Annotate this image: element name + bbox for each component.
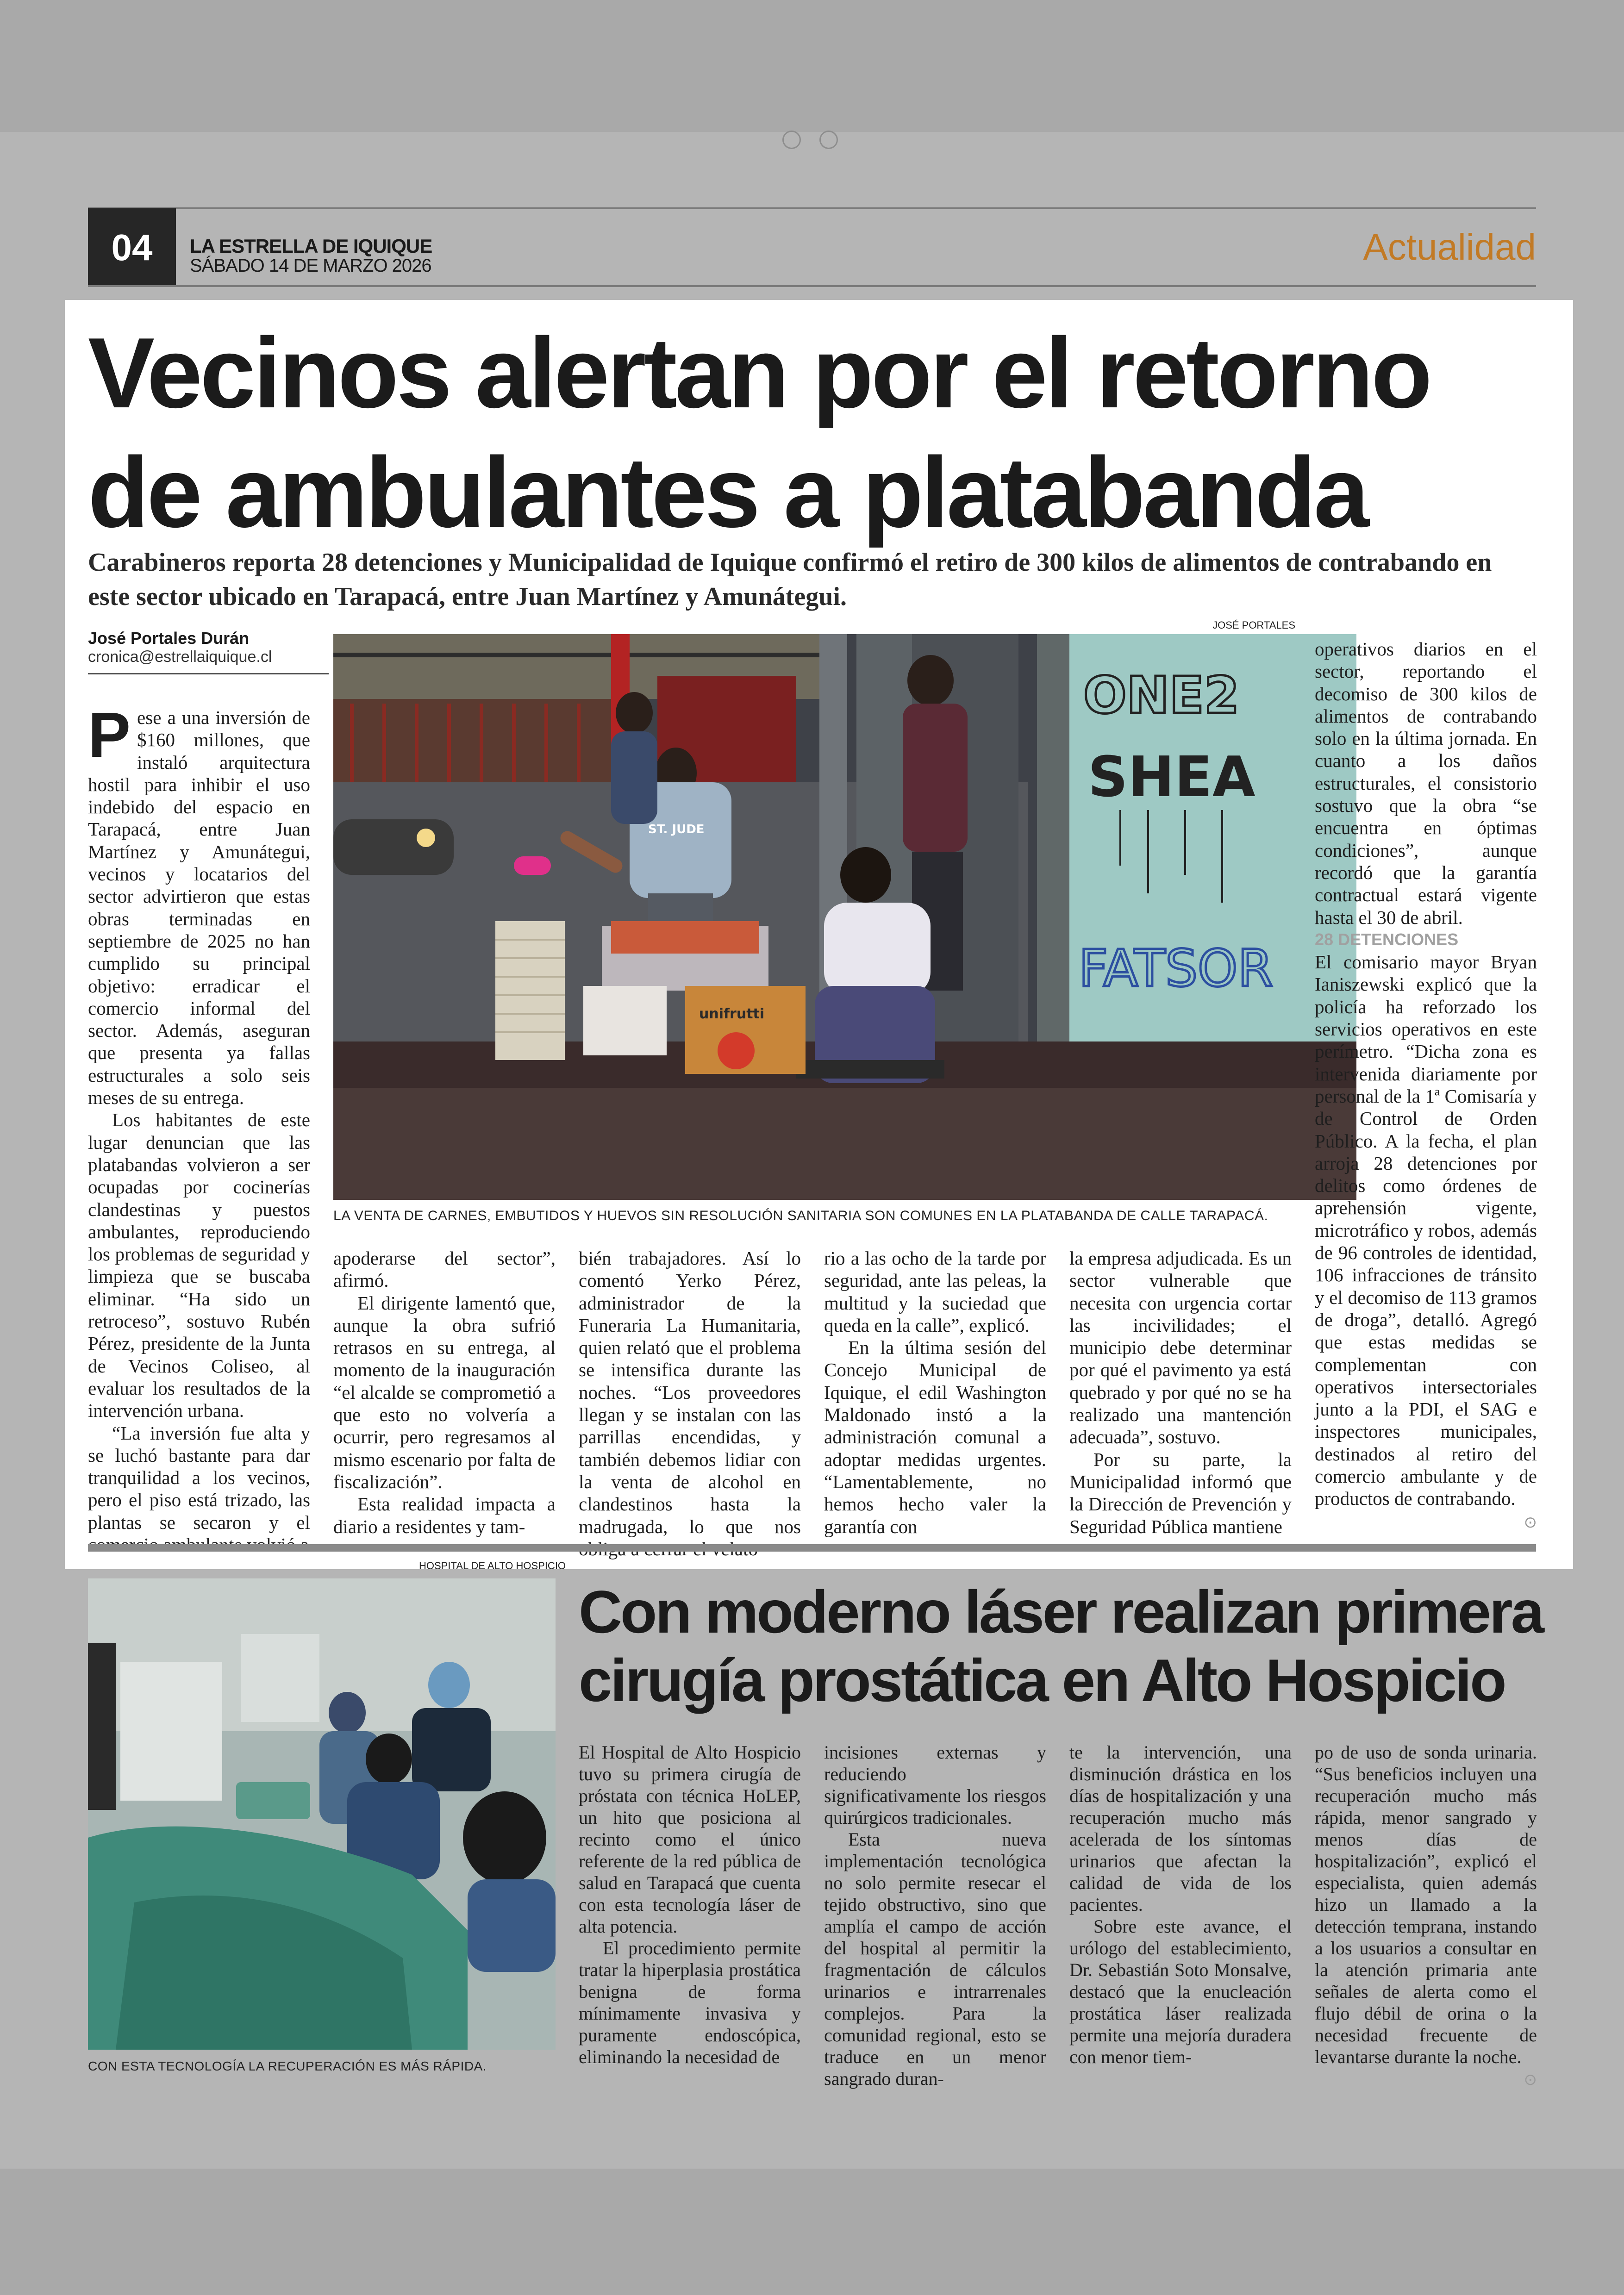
article-end-mark <box>1315 2068 1537 2091</box>
drop-cap: P <box>88 699 131 771</box>
paragraph: Esta realidad impacta a diario a residentes y tam- <box>333 1493 556 1537</box>
second-article-column-2 <box>824 1741 1046 2089</box>
article-column-6 <box>1315 638 1537 1534</box>
paragraph: El comisario mayor Bryan Ianiszewski explicó que la policía ha reforzado los servicios operativos en este perímetro. “Dicha zona es intervenida diariamente por personal de la 1ª Comisaría y de Control de Orden Público. A la fecha, el plan arroja 28 detenciones por delitos como órdenes de aprehensión vigente, microtráfico y robos, además de 96 controles de identidad, 106 infracciones de tránsito y el decomiso de 113 gramos de droga”, detalló. Agregó que estas medidas se complementan con operativos intersectoriales junto a la PDI, el SAG e inspectores municipales, destinados al retiro del comercio ambulante y de productos de contrabando. <box>1315 951 1537 1509</box>
boy-standing <box>611 692 657 824</box>
paragraph: El procedimiento permite tratar la hiperplasia prostática benigna de forma mínimamente invasiva y puramente endoscópica, eliminando la necesidad de <box>579 1938 801 2067</box>
paragraph: te la intervención, una disminución drástica en los días de hospitalización y una recuperación mucho más acelerada de los síntomas urinarios que afectan la calidad de vida de los pacientes. <box>1069 1742 1292 1915</box>
box-brand: unifrutti <box>699 1006 765 1022</box>
egg-trays <box>495 921 565 1060</box>
paragraph: operativos diarios en el sector, reportando el decomiso de 300 kilos de alimentos de contrabando solo en la última jornada. En cuanto a los daños estructurales, el consistorio sostuvo que la obra “se encuentra en óptimas condiciones”, aunque recordó que la garantía contractual estará vigente hasta el 30 de abril. <box>1315 638 1537 928</box>
graffiti-text: FATSOR <box>1079 939 1273 998</box>
author-email: cronica@estrellaiquique.cl <box>88 648 272 666</box>
article-column-2 <box>333 1247 556 1538</box>
main-photo-credit: JOSÉ PORTALES <box>1212 619 1295 631</box>
paragraph: El dirigente lamentó que, aunque la obra sufrió retrasos en su entrega, al momento de la inauguración “el alcalde se comprometió a que esto no volvería a ocurrir, pero regresamos al mismo escenario por falta de fiscalización”. <box>333 1292 556 1492</box>
end-circle-icon: ⊙ <box>1524 1513 1537 1532</box>
article-column-4 <box>824 1247 1046 1538</box>
second-article <box>0 1560 1624 2171</box>
paragraph: “La inversión fue alta y se luchó bastante para dar tranquilidad a los vecinos, pero el piso está trizado, las plantas se secaron y el <box>88 1422 310 1533</box>
scroll-indicator <box>782 131 838 149</box>
paragraph: bién trabajadores. Así lo comentó Yerko Pérez, administrador de la Funeraria La Humanitaria, quien relató que el problema se intensifica durante las noches. “Los proveedores llegan y se instalan con las parrillas encendidas, y también debemos lidiar con la venta de alcohol en clandestinos hasta la madrugada, lo que nos <box>579 1247 801 1537</box>
paragraph: apoderarse del sector”, afirmó. <box>333 1247 556 1291</box>
second-headline: Con moderno láser realizan primera cirugía prostática en Alto Hospicio <box>579 1578 1543 1714</box>
issue-date: SÁBADO 14 DE MARZO 2026 <box>190 256 431 276</box>
circle-icon <box>782 131 801 149</box>
page-number: 04 <box>88 208 176 287</box>
article-column-5 <box>1069 1247 1292 1538</box>
main-subheadline: Carabineros reporta 28 detenciones y Municipalidad de Iquique confirmó el retiro de 300 kilos de alimentos de contrabando en este sector ubicado en Tarapacá, entre Juan Martínez y Amunátegui. <box>88 548 1492 611</box>
street-vendors-illustration <box>333 634 1356 1200</box>
surgery-photo <box>88 1578 556 2050</box>
surgery-illustration <box>88 1578 556 2050</box>
article-column-1 <box>88 699 310 1556</box>
second-article-column-3 <box>1069 1741 1292 2068</box>
paragraph: En la última sesión del Concejo Municipal de Iquique, el edil Washington Maldonado instó a la administración comunal a adoptar medidas urgentes. “Lamentablemente, no hemos hecho valer la garantía con <box>824 1337 1046 1537</box>
paragraph: Sobre este avance, el urólogo del establecimiento, Dr. Sebastián Soto Monsalve, destacó que la enucleación prostática láser realizada permite una mejoría duradera con menor tiem- <box>1069 1916 1292 2067</box>
paragraph: El Hospital de Alto Hospicio tuvo su primera cirugía de próstata con técnica HoLEP, un hito que posiciona al recinto como el único referente de la red pública de salud en Tarapacá que cuenta con esta tecnología láser de alta potencia. <box>579 1742 801 1937</box>
article-bottom-rule <box>88 1544 1536 1552</box>
main-headline: Vecinos alertan por el retorno de ambulantes a platabanda <box>88 317 1430 548</box>
column-subheading: 28 DETENCIONES <box>1315 929 1459 949</box>
shirt-text: ST. JUDE <box>648 823 705 836</box>
main-article <box>65 300 1573 1569</box>
graffiti-text: SHEA <box>1088 745 1255 810</box>
end-circle-icon: ⊙ <box>1524 2070 1537 2089</box>
graffiti-text: ONE2 <box>1083 666 1240 725</box>
second-photo-caption: CON ESTA TECNOLOGÍA LA RECUPERACIÓN ES MÁS RÁPIDA. <box>88 2059 487 2073</box>
circle-icon <box>819 131 838 149</box>
paper-name: LA ESTRELLA DE IQUIQUE <box>190 235 432 257</box>
street-vendors-photo <box>333 634 1356 1200</box>
second-photo-credit: HOSPITAL DE ALTO HOSPICIO <box>419 1560 566 1572</box>
paragraph <box>88 699 310 1109</box>
header-bottom-rule <box>88 285 1536 287</box>
second-article-column-4 <box>1315 1741 1537 2091</box>
main-photo-caption: LA VENTA DE CARNES, EMBUTIDOS Y HUEVOS SIN RESOLUCIÓN SANITARIA SON COMUNES EN LA PLATABANDA DE CALLE TARAPACÁ. <box>333 1208 1268 1223</box>
second-article-column-1 <box>579 1741 801 2068</box>
header-top-rule <box>88 207 1536 209</box>
article-end-mark <box>1315 1510 1537 1534</box>
paragraph: Esta nueva implementación tecnológica no solo permite resecar el tejido obstructivo, sino que amplía el campo de acción del hospital al permitir la fragmentación de cálculos urinarios e intrarrenales complejos. Para la comunidad regional, esto se traduce en un menor sangrado duran- <box>824 1829 1046 2089</box>
paragraph: Por su parte, la Municipalidad informó que la Dirección de Prevención y Seguridad Pública mantiene <box>1069 1448 1292 1537</box>
paragraph: la empresa adjudicada. Es un sector vulnerable que necesita con urgencia cortar las incivilidades; el municipio debe determinar por qué el pavimento ya está quebrado y por qué no se ha realizado una mantención adecuada”, sostuvo. <box>1069 1247 1292 1448</box>
section-label: Actualidad <box>1363 226 1536 268</box>
paragraph: Los habitantes de este lugar denuncian que las platabandas volvieron a ser ocupadas por cocinerías clandestinas y puestos ambulantes, reproduciendo los problemas de seguridad y limpieza que se buscaba eliminar. “Ha sido un retroceso”, sostuvo Rubén Pérez, presidente de la Junta de Vecinos Coliseo, al evaluar los resultados de la intervención urbana. <box>88 1109 310 1422</box>
paragraph: rio a las ocho de la tarde por seguridad, ante las peleas, la multitud y la suciedad que queda en la calle”, explicó. <box>824 1247 1046 1336</box>
paragraph: incisiones externas y reduciendo significativamente los riesgos quirúrgicos tradicionales. <box>824 1742 1046 1828</box>
byline-rule <box>88 673 329 674</box>
paragraph: po de uso de sonda urinaria. “Sus beneficios incluyen una recuperación mucho más rápida, menor sangrado y menos días de hospitalización”, explicó el especialista, quien además hizo un llamado a la detección temprana, instando a los usuarios a consultar en la atención primaria ante señales de alerta como el flujo débil de orina o la necesidad frecuente de levantarse durante la noche. <box>1315 1742 1537 2067</box>
article-column-3 <box>579 1247 801 1560</box>
paragraph-text: ese a una inversión de $160 millones, que instaló arquitectura hostil para inhibir el uso indebido del espacio en Tarapacá, entre Juan Martínez y Amunátegui, vecinos y locatarios del sector advirtieron que estas obras terminadas en septiembre de 2025 no han cumplido su principal objetivo: erradicar el comercio informal del sector. Además, aseguran que presenta ya fallas estructurales a solo seis meses de su entrega. <box>88 707 310 1109</box>
author-name: José Portales Durán <box>88 629 250 648</box>
